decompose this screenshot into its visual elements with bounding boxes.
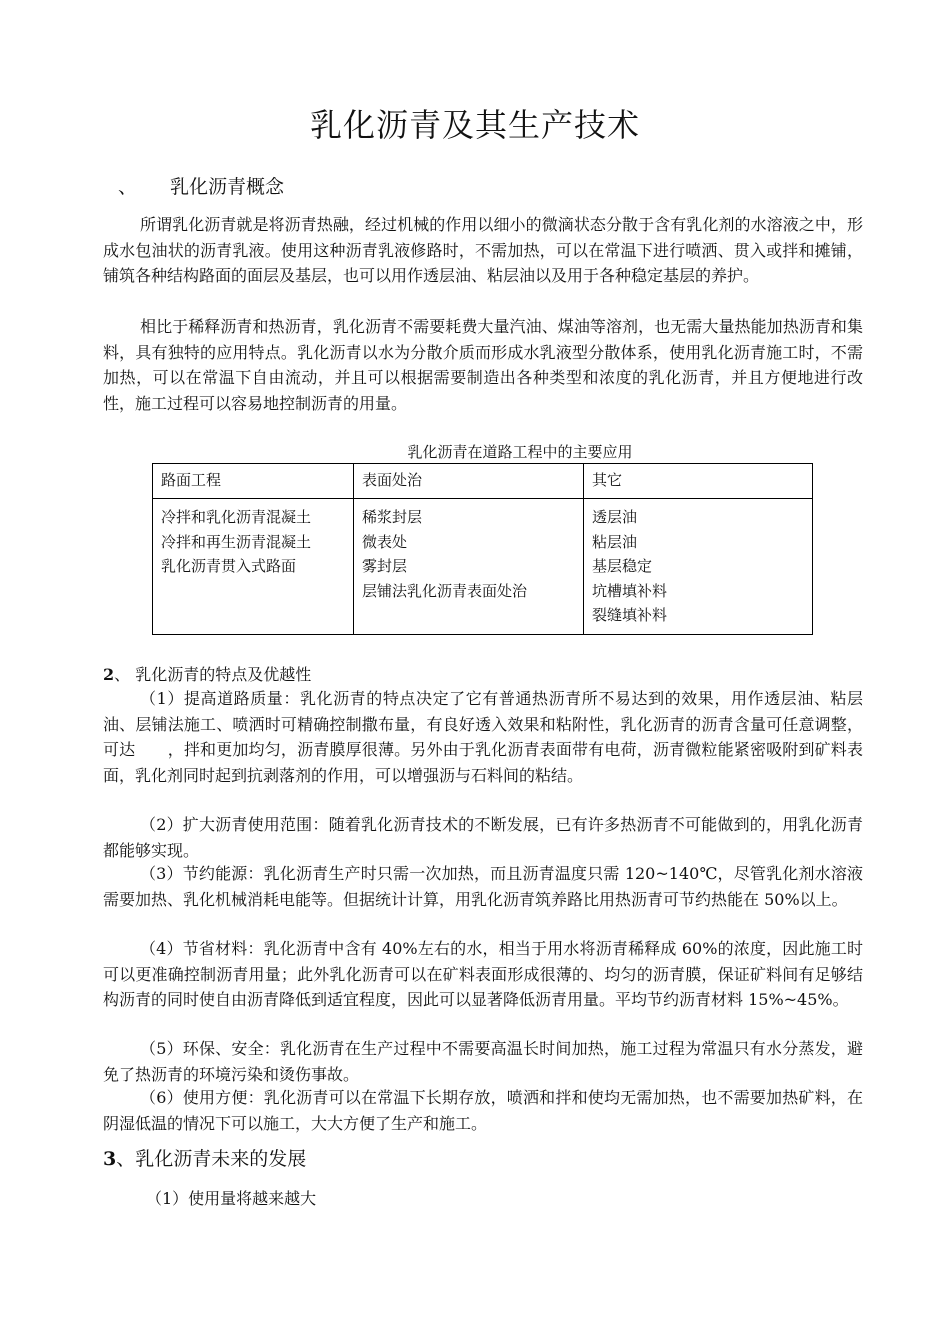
section-1-number: 、 (118, 176, 138, 198)
section-3-item-1: （1）使用量将越来越大 (146, 1189, 317, 1208)
table-cell-pavement (153, 499, 354, 635)
table-cell-other (584, 499, 813, 635)
table-header-cell: 表面处治 (354, 464, 584, 499)
section-2-item-6: （6）使用方便：乳化沥青可以在常温下长期存放，喷洒和拌和使均无需加热，也不需要加热矿料，在阴湿低温的情况下可以施工，大大方便了生产和施工。 (103, 1088, 863, 1133)
table-caption: 乳化沥青在道路工程中的主要应用 (407, 443, 633, 461)
list-item: 稀浆封层 (362, 508, 423, 526)
list-item: 透层油 (592, 508, 638, 526)
section-2-item-2: （2）扩大沥青使用范围：随着乳化沥青技术的不断发展，已有许多热沥青不可能做到的，用乳化沥青都能够实现。 (103, 815, 863, 860)
list-item: 微表处 (362, 532, 408, 551)
list-item: 坑槽填补料 (592, 581, 668, 600)
table-header-cell: 路面工程 (153, 464, 354, 499)
list-item: 雾封层 (362, 557, 408, 575)
list-item: 层铺法乳化沥青表面处治 (362, 581, 528, 600)
table-header-cell: 其它 (584, 464, 813, 499)
section-1-paragraph-2: 相比于稀释沥青和热沥青，乳化沥青不需要耗费大量汽油、煤油等溶剂，也无需大量热能加热沥青和集料，具有独特的应用特点。乳化沥青以水为分散介质而形成水乳液型分散体系，使用乳化沥青施工时，不需加热，可以在常温下自由流动，并且可以根据需要制造出各种类型和浓度的乳化沥青，并且方便地进行改性，施工过程可以容易地控制沥青的用量。 (103, 317, 863, 413)
applications-table (152, 463, 813, 635)
section-2-number: 2 (103, 665, 115, 684)
table-row (153, 499, 813, 635)
table-header-row (153, 464, 813, 499)
section-3-title: 、乳化沥青未来的发展 (116, 1148, 307, 1170)
list-item: 冷拌和乳化沥青混凝土 (161, 508, 312, 526)
list-item: 冷拌和再生沥青混凝土 (161, 532, 312, 551)
section-1-heading (118, 172, 284, 199)
section-2-item-4: （4）节省材料：乳化沥青中含有 40%左右的水，相当于用水将沥青稀释成 60%的浓度，因此施工时可以更准确控制沥青用量；此外乳化沥青可以在矿料表面形成很薄的、均匀的沥青膜，保证矿料间有足够结构沥青的同时使自由沥青降低到适宜程度，因此可以显著降低沥青用量。平均节约沥青材料 15%~45%。 (103, 939, 863, 1009)
list-item: 裂缝填补料 (592, 606, 668, 624)
section-2-item-5: （5）环保、安全：乳化沥青在生产过程中不需要高温长时间加热，施工过程为常温只有水分蒸发，避免了热沥青的环境污染和烫伤事故。 (103, 1039, 863, 1084)
list-item: 粘层油 (592, 532, 638, 551)
section-2-item-1: （1）提高道路质量：乳化沥青的特点决定了它有普通热沥青所不易达到的效果，用作透层油、粘层油、层铺法施工、喷洒时可精确控制撒布量，有良好透入效果和粘附性，乳化沥青的沥青含量可任意调整，可达 ，拌和更加均匀，沥青膜厚很薄。另外由于乳化沥青表面带有电荷，沥青微粒能紧密吸附到矿料表面，乳化剂同时起到抗剥落剂的作用，可以增强沥与石料间的粘结。 (103, 689, 863, 785)
section-3-heading (103, 1144, 306, 1171)
section-1-paragraph-1: 所谓乳化沥青就是将沥青热融，经过机械的作用以细小的微滴状态分散于含有乳化剂的水溶液之中，形成水包油状的沥青乳液。使用这种沥青乳液修路时，不需加热，可以在常温下进行喷洒、贯入或拌和摊铺，铺筑各种结构路面的面层及基层，也可以用作透层油、粘层油以及用于各种稳定基层的养护。 (103, 215, 863, 285)
table-cell-surface (354, 499, 584, 635)
page-title: 乳化沥青及其生产技术 (309, 106, 640, 144)
list-item: 乳化沥青贯入式路面 (161, 557, 297, 575)
section-2-heading (103, 662, 311, 685)
section-3-number: 3 (103, 1148, 117, 1170)
section-1-title: 乳化沥青概念 (170, 176, 285, 198)
section-2-item-3: （3）节约能源：乳化沥青生产时只需一次加热，而且沥青温度只需 120~140℃，尽管乳化剂水溶液需要加热、乳化机械消耗电能等。但据统计计算，用乳化沥青筑养路比用热沥青可节约热能在 50%以上。 (103, 864, 863, 909)
list-item: 基层稳定 (592, 557, 653, 575)
section-2-title: 、 乳化沥青的特点及优越性 (114, 665, 312, 684)
